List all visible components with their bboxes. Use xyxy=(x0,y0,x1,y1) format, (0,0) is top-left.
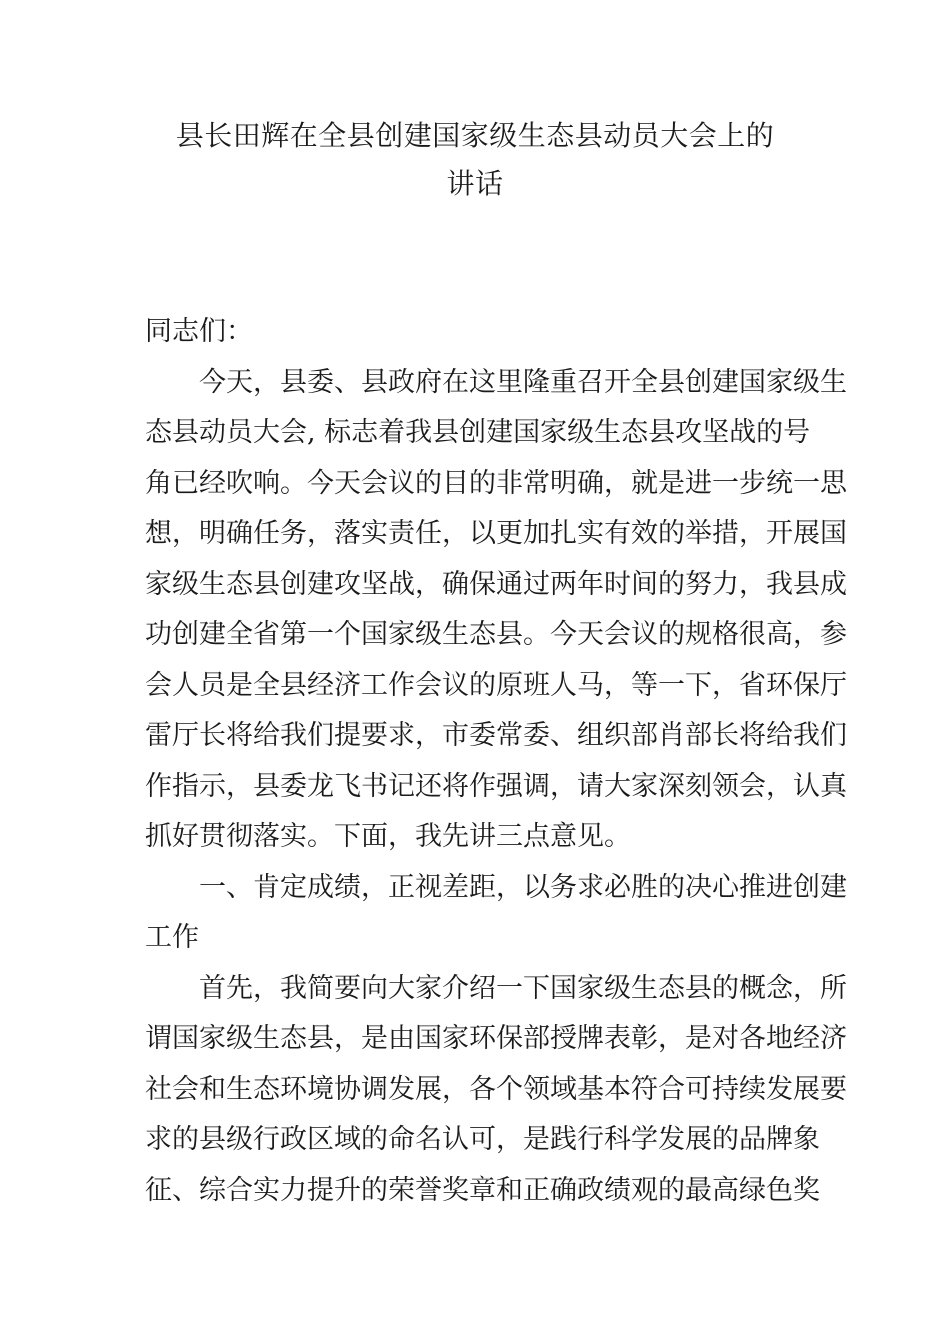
body-line: 谓国家级生态县，是由国家环保部授牌表彰，是对各地经济 xyxy=(145,1023,847,1054)
body-line: 功创建全省第一个国家级生态县。今天会议的规格很高，参 xyxy=(145,619,847,650)
title-line: 讲话 xyxy=(446,167,504,200)
body-line: 雷厅长将给我们提要求，市委常委、组织部肖部长将给我们 xyxy=(145,720,847,751)
body-line: 态县动员大会, 标志着我县创建国家级生态县攻坚战的号 xyxy=(145,417,811,448)
body-line: 征、综合实力提升的荣誉奖章和正确政绩观的最高绿色奖 xyxy=(145,1174,820,1206)
body-line: 作指示，县委龙飞书记还将作强调，请大家深刻领会，认真 xyxy=(145,770,847,802)
body-line: 想，明确任务，落实责任，以更加扎实有效的举措，开展国 xyxy=(145,518,847,549)
body-line: 求的县级行政区域的命名认可，是践行科学发展的品牌象 xyxy=(145,1124,820,1155)
document-body xyxy=(145,307,847,1216)
document-title xyxy=(150,112,800,208)
body-line: 家级生态县创建攻坚战，确保通过两年时间的努力，我县成 xyxy=(145,568,847,600)
body-line: 社会和生态环境协调发展，各个领域基本符合可持续发展要 xyxy=(145,1073,847,1105)
body-lines xyxy=(145,358,847,1217)
body-line: 首先，我简要向大家介绍一下国家级生态县的概念，所 xyxy=(199,972,847,1004)
body-line: 一、肯定成绩，正视差距，以务求必胜的决心推进创建 xyxy=(199,871,847,903)
body-line: 角已经吹响。今天会议的目的非常明确，就是进一步统一思 xyxy=(145,467,847,499)
salutation: 同志们： xyxy=(145,316,253,347)
body-line: 会人员是全县经济工作会议的原班人马，等一下，省环保厅 xyxy=(145,669,847,701)
body-line: 工作 xyxy=(145,922,199,953)
body-line: 今天，县委、县政府在这里隆重召开全县创建国家级生 xyxy=(199,366,847,398)
title-line: 县长田辉在全县创建国家级生态县动员大会上的 xyxy=(175,119,775,152)
body-line: 抓好贯彻落实。下面，我先讲三点意见。 xyxy=(145,821,631,852)
